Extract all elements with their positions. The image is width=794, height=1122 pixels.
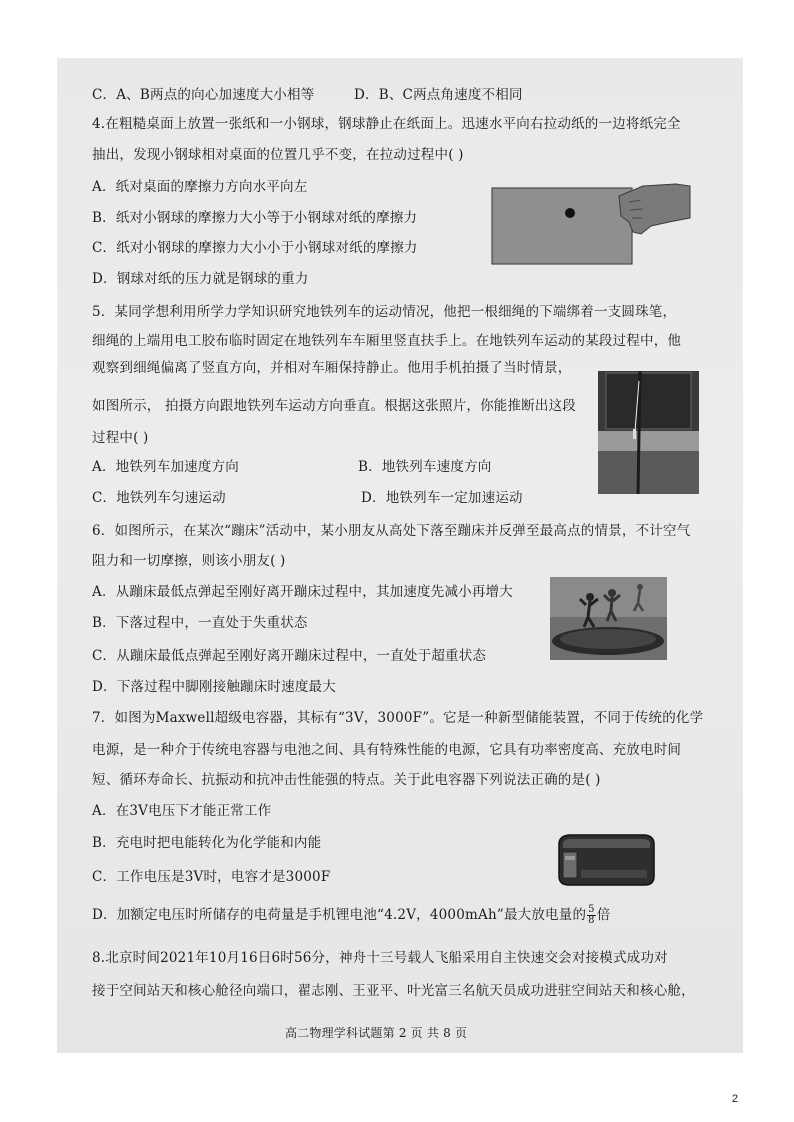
- page-footer: 高二物理学科试题第 2 页 共 8 页: [285, 1026, 468, 1040]
- q3-option-d: D．B、C两点角速度不相同: [354, 87, 523, 103]
- fraction-denominator: 8: [588, 915, 595, 926]
- q5-option-b: B．地铁列车速度方向: [358, 459, 492, 475]
- q4-stem-line-1: 4.在粗糙桌面上放置一张纸和一小钢球，钢球静止在纸面上。迅速水平向右拉动纸的一边将纸完全: [92, 116, 681, 132]
- paper-and-ball-figure: [491, 182, 692, 268]
- q7-option-a: A．在3V电压下才能正常工作: [92, 803, 272, 819]
- q5-option-d: D．地铁列车一定加速运动: [361, 490, 523, 506]
- q6-option-b: B．下落过程中，一直处于失重状态: [92, 615, 308, 631]
- q7-option-d-tail: 倍: [596, 907, 611, 923]
- q7-option-d-text: D．加额定电压时所储存的电荷量是手机锂电池“4.2V，4000mAh”最大放电量的: [92, 907, 587, 923]
- q5-line-3: 观察到细绳偏离了竖直方向，并相对车厢保持静止。他用手机拍摄了当时情景，: [92, 360, 572, 376]
- trampoline-photo: [550, 577, 667, 660]
- fraction-numerator: 5: [588, 904, 595, 915]
- q7-line-2: 电源，是一种介于传统电容器与电池之间、具有特殊性能的电源，它具有功率密度高、充放电时间: [92, 742, 682, 758]
- q4-option-d: D．钢球对纸的压力就是钢球的重力: [92, 271, 309, 287]
- q6-option-c: C．从蹦床最低点弹起至刚好离开蹦床过程中，一直处于超重状态: [92, 648, 487, 664]
- q8-line-2: 接于空间站天和核心舱径向端口，翟志刚、王亚平、叶光富三名航天员成功进驻空间站天和核心舱，: [92, 983, 695, 999]
- q5-line-1: 5．某同学想利用所学力学知识研究地铁列车的运动情况，他把一根细绳的下端绑着一支圆珠笔，: [92, 304, 677, 320]
- q4-stem-line-2: 抽出，发现小钢球相对桌面的位置几乎不变，在拉动过程中( ): [92, 147, 464, 163]
- q6-option-a: A．从蹦床最低点弹起至刚好离开蹦床过程中，其加速度先减小再增大: [92, 584, 513, 600]
- q5-line-2: 细绳的上端用电工胶布临时固定在地铁列车车厢里竖直扶手上。在地铁列车运动的某段过程中，他: [92, 333, 682, 349]
- q5-line-5: 过程中( ): [92, 430, 149, 446]
- q4-option-c: C．纸对小钢球的摩擦力大小小于小钢球对纸的摩擦力: [92, 240, 418, 256]
- q5-line-4: 如图所示， 拍摄方向跟地铁列车运动方向垂直。根据这张照片，你能推断出这段: [92, 398, 576, 414]
- q6-line-1: 6．如图所示，在某次“蹦床”活动中，某小朋友从高处下落至蹦床并反弹至最高点的情景，不计空气: [92, 523, 691, 539]
- q7-line-1: 7．如图为Maxwell超级电容器，其标有“3V，3000F”。它是一种新型储能装置，不同于传统的化学: [92, 710, 704, 726]
- exam-page: [57, 58, 743, 1053]
- q7-option-c: C．工作电压是3V时，电容才是3000F: [92, 869, 331, 885]
- subway-photo: [598, 371, 699, 494]
- q4-option-b: B．纸对小钢球的摩擦力大小等于小钢球对纸的摩擦力: [92, 210, 418, 226]
- q3-option-c: C．A、B两点的向心加速度大小相等: [92, 87, 315, 103]
- q7-option-d: [92, 905, 610, 926]
- page-number: 2: [731, 1093, 738, 1105]
- q6-line-2: 阻力和一切摩擦，则该小朋友( ): [92, 553, 286, 569]
- supercapacitor-photo: [553, 830, 657, 890]
- q5-option-a: A．地铁列车加速度方向: [92, 459, 239, 475]
- q6-option-d: D．下落过程中脚刚接触蹦床时速度最大: [92, 679, 336, 695]
- q5-option-c: C．地铁列车匀速运动: [92, 490, 226, 506]
- q7-option-b: B．充电时把电能转化为化学能和内能: [92, 835, 322, 851]
- fraction-five-eighths: [587, 905, 596, 926]
- q8-line-1: 8.北京时间2021年10月16日6时56分，神舟十三号载人飞船采用自主快速交会对接模式成功对: [92, 950, 668, 966]
- q4-option-a: A．纸对桌面的摩擦力方向水平向左: [92, 179, 308, 195]
- q7-line-3: 短、循环寿命长、抗振动和抗冲击性能强的特点。关于此电容器下列说法正确的是( ): [92, 772, 601, 788]
